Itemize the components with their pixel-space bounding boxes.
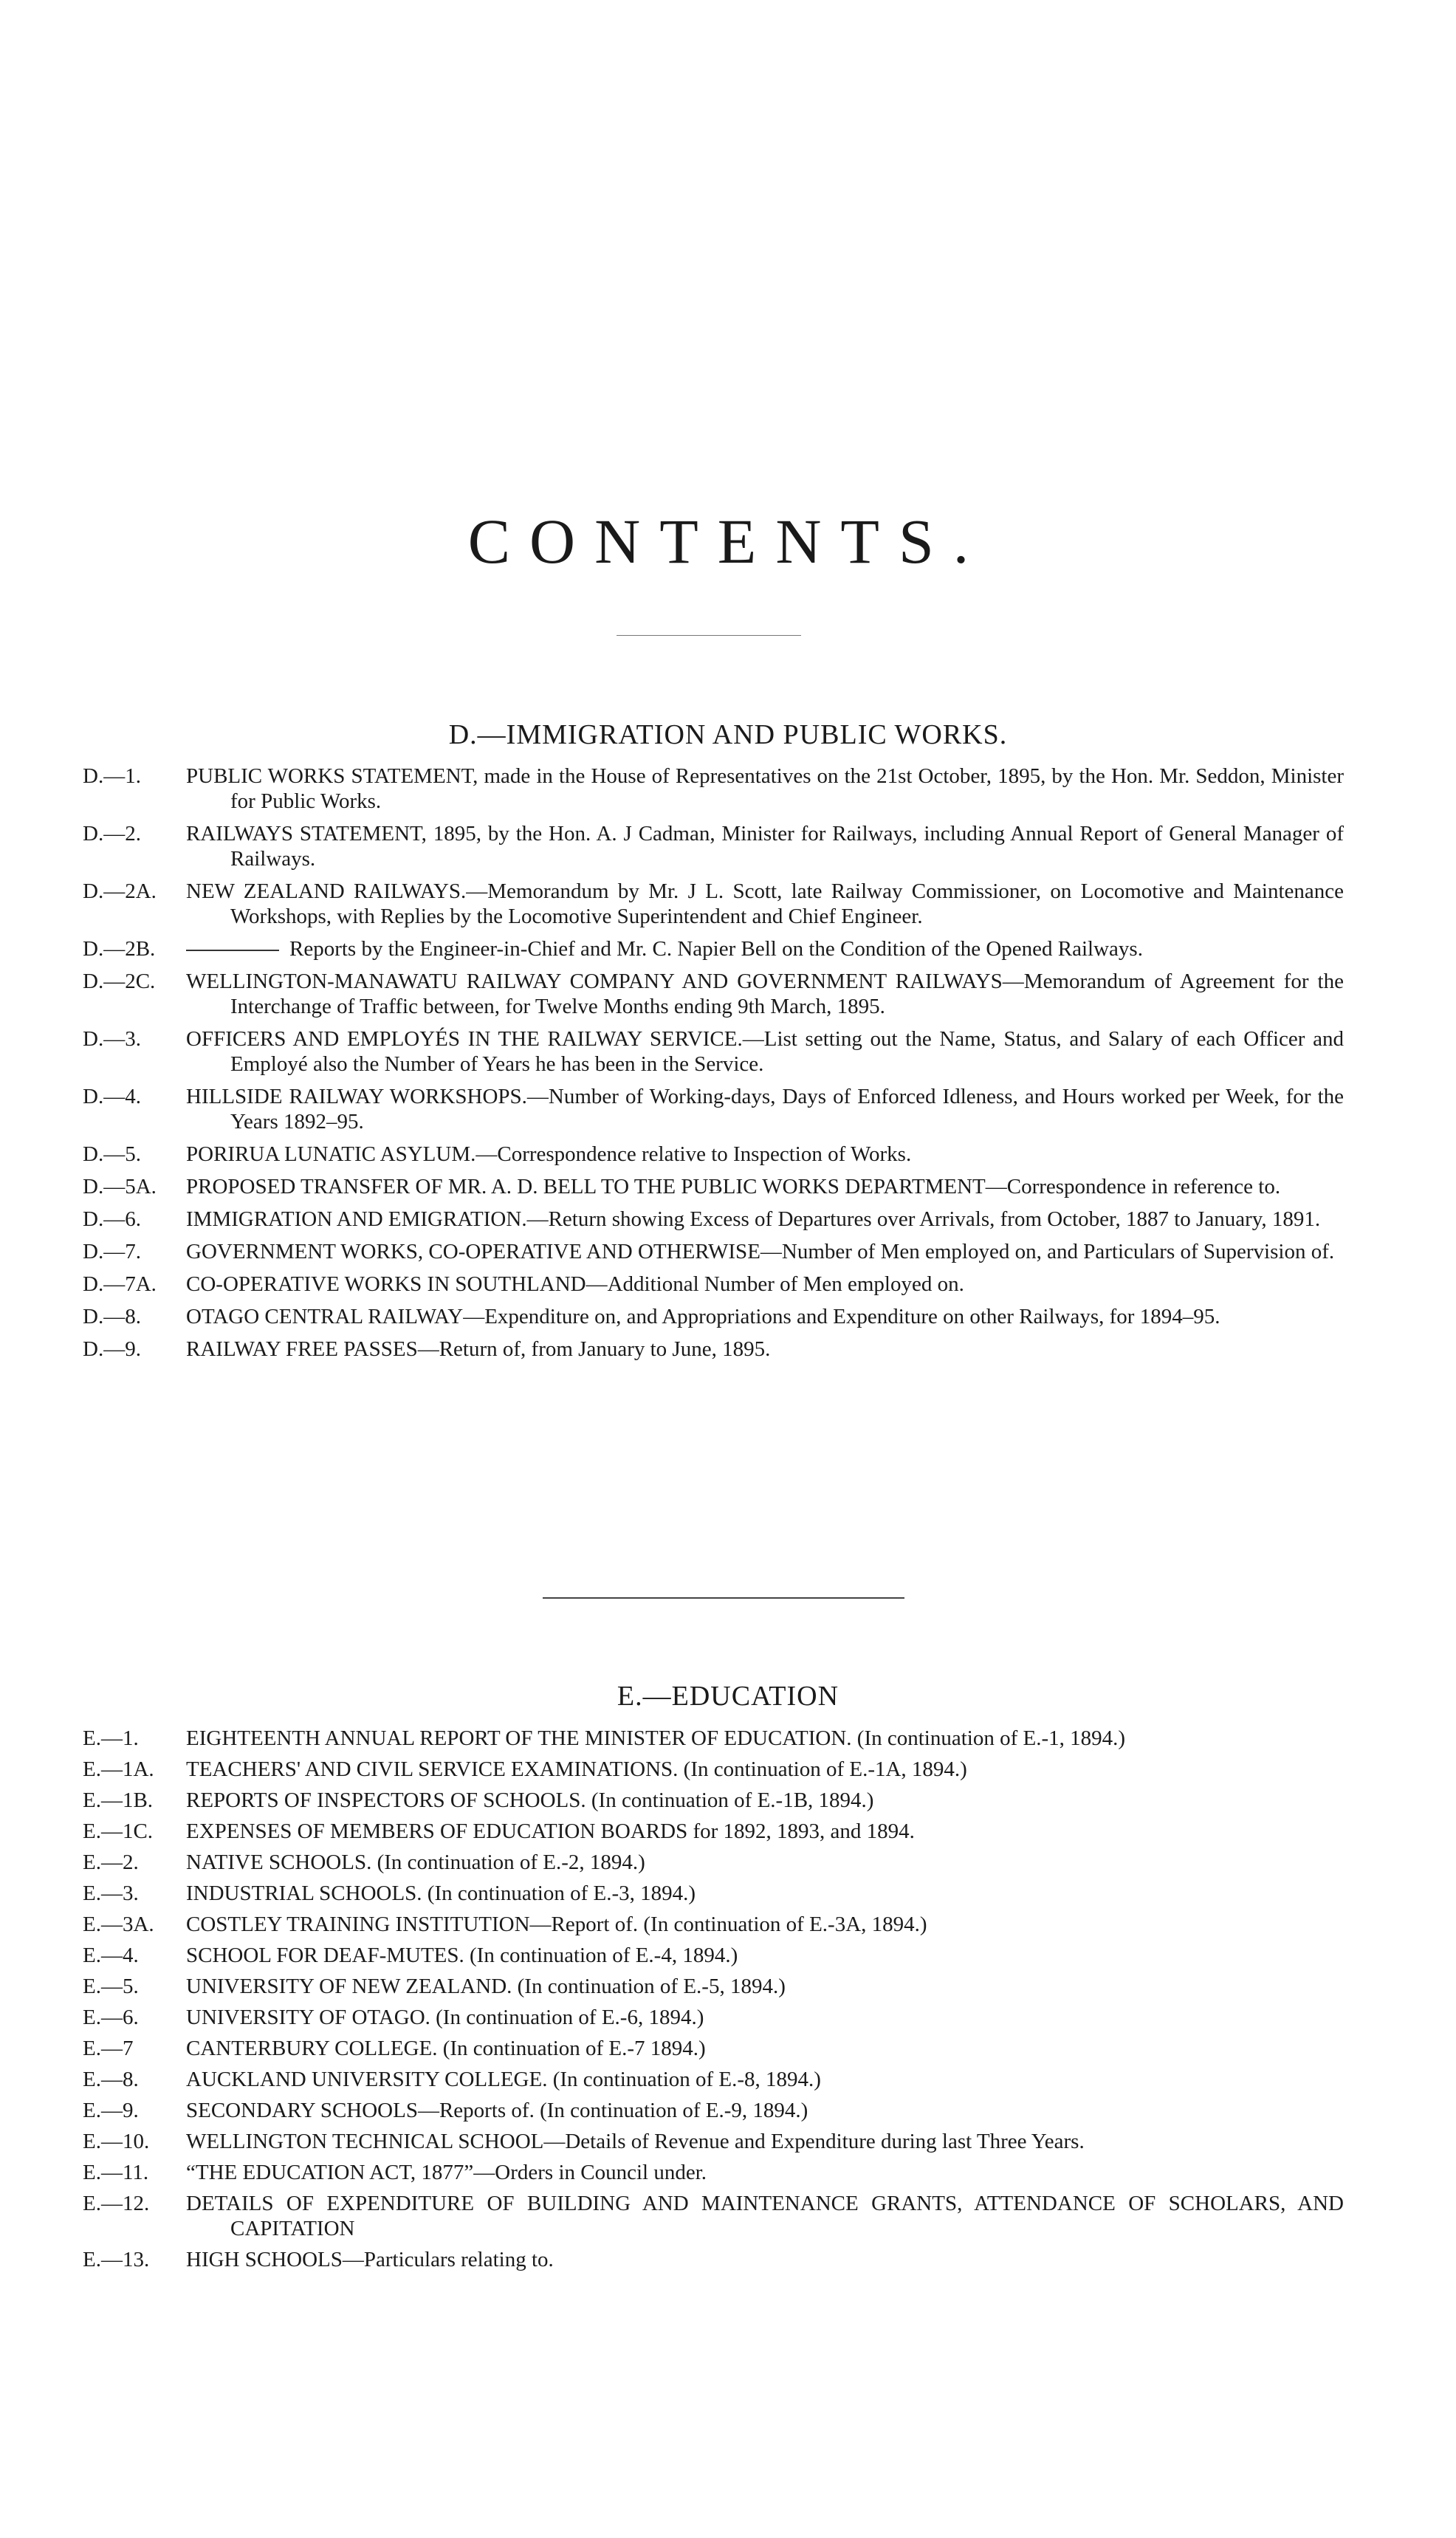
entry-ref: D.—7A. [83, 1272, 157, 1296]
contents-entry [83, 1239, 1344, 1264]
entry-text: COSTLEY TRAINING INSTITUTION—Report of. (In continuation of E.-3A, 1894.) [186, 1913, 927, 1936]
contents-list-education [83, 1726, 1344, 2278]
entry-ref: E.—13. [83, 2248, 150, 2271]
entry-ref: D.—9. [83, 1337, 141, 1361]
entry-ref: D.—6. [83, 1207, 141, 1231]
contents-entry [83, 1084, 1344, 1134]
contents-entry [83, 1726, 1344, 1751]
entry-ref: E.—3. [83, 1882, 139, 1905]
entry-ref: E.—3A. [83, 1913, 154, 1936]
entry-ref: E.—8. [83, 2068, 139, 2091]
entry-ref: E.—9. [83, 2099, 139, 2122]
entry-text: CO-OPERATIVE WORKS IN SOUTHLAND—Additional Number of Men employed on. [186, 1272, 964, 1296]
entry-text: CANTERBURY COLLEGE. (In continuation of E.-7 1894.) [186, 2037, 706, 2060]
entry-text: TEACHERS' AND CIVIL SERVICE EXAMINATIONS. (In continuation of E.-1A, 1894.) [186, 1757, 967, 1781]
entry-ref: D.—4. [83, 1085, 141, 1108]
entry-text: AUCKLAND UNIVERSITY COLLEGE. (In continuation of E.-8, 1894.) [186, 2068, 821, 2091]
entry-ref: D.—1. [83, 764, 141, 788]
entry-text: Reports by the Engineer-in-Chief and Mr. C. Napier Bell on the Condition of the Opened Railways. [289, 937, 1143, 961]
entry-text: WELLINGTON TECHNICAL SCHOOL—Details of Revenue and Expenditure during last Three Years. [186, 2130, 1085, 2153]
contents-entry [83, 936, 1344, 961]
contents-entry [83, 879, 1344, 929]
entry-text: “THE EDUCATION ACT, 1877”—Orders in Council under. [186, 2161, 707, 2184]
entry-text: NATIVE SCHOOLS. (In continuation of E.-2, 1894.) [186, 1851, 645, 1874]
contents-entry [83, 1272, 1344, 1297]
section-heading-immigration: D.—IMMIGRATION AND PUBLIC WORKS. [448, 719, 1008, 750]
entry-text: OTAGO CENTRAL RAILWAY—Expenditure on, and Appropriations and Expenditure on other Railways, for 1894–95. [186, 1305, 1220, 1328]
entry-text: WELLINGTON-MANAWATU RAILWAY COMPANY AND GOVERNMENT RAILWAYS—Memorandum of Agreement for the Interchange of Traffic between, for Twelve Months ending 9th March, 1895. [186, 970, 1344, 1018]
contents-entry [83, 1174, 1344, 1199]
contents-entry [83, 1974, 1344, 1999]
contents-entry [83, 1912, 1344, 1937]
entry-text: PROPOSED TRANSFER OF MR. A. D. BELL TO THE PUBLIC WORKS DEPARTMENT—Correspondence in reference to. [186, 1175, 1281, 1198]
entry-ref: E.—1B. [83, 1788, 154, 1812]
entry-ref: E.—12. [83, 2192, 150, 2215]
ditto-dash [186, 950, 279, 951]
contents-entry [83, 1026, 1344, 1077]
entry-ref: D.—5. [83, 1142, 141, 1166]
contents-entry [83, 1757, 1344, 1782]
entry-text: PORIRUA LUNATIC ASYLUM.—Correspondence relative to Inspection of Works. [186, 1142, 912, 1166]
entry-text: RAILWAY FREE PASSES—Return of, from January to June, 1895. [186, 1337, 771, 1361]
entry-ref: E.—7 [83, 2037, 134, 2060]
entry-text: RAILWAYS STATEMENT, 1895, by the Hon. A. J Cadman, Minister for Railways, including Annual Report of General Manager of Railways. [186, 822, 1344, 871]
contents-entry [83, 2036, 1344, 2061]
contents-entry [83, 2098, 1344, 2123]
entry-text: GOVERNMENT WORKS, CO-OPERATIVE AND OTHERWISE—Number of Men employed on, and Particulars of Supervision of. [186, 1240, 1335, 1263]
section-divider [543, 1597, 904, 1599]
entry-text: UNIVERSITY OF OTAGO. (In continuation of E.-6, 1894.) [186, 2006, 704, 2029]
entry-text: OFFICERS AND EMPLOYÉS IN THE RAILWAY SERVICE.—List setting out the Name, Status, and Salary of each Officer and Employé also the Number of Years he has been in the Service. [186, 1027, 1344, 1076]
entry-ref: E.—10. [83, 2130, 150, 2153]
entry-ref: D.—5A. [83, 1175, 157, 1198]
entry-text: PUBLIC WORKS STATEMENT, made in the House of Representatives on the 21st October, 1895, by the Hon. Mr. Seddon, Minister for Public Works. [186, 764, 1344, 813]
entry-text: SCHOOL FOR DEAF-MUTES. (In continuation of E.-4, 1894.) [186, 1944, 738, 1967]
entry-ref: E.—4. [83, 1944, 139, 1967]
entry-ref: D.—3. [83, 1027, 141, 1051]
entry-text: IMMIGRATION AND EMIGRATION.—Return showing Excess of Departures over Arrivals, from October, 1887 to January, 1891. [186, 1207, 1321, 1231]
entry-ref: E.—5. [83, 1975, 139, 1998]
title-divider [617, 635, 801, 636]
entry-text: EIGHTEENTH ANNUAL REPORT OF THE MINISTER OF EDUCATION. (In continuation of E.-1, 1894.) [186, 1726, 1126, 1750]
entry-ref: D.—7. [83, 1240, 141, 1263]
entry-ref: D.—2. [83, 822, 141, 846]
entry-text: NEW ZEALAND RAILWAYS.—Memorandum by Mr. J L. Scott, late Railway Commissioner, on Locomotive and Maintenance Workshops, with Replies by the Locomotive Superintendent and Chief Engineer. [186, 879, 1344, 928]
entry-ref: D.—2C. [83, 970, 156, 993]
contents-entry [83, 2005, 1344, 2030]
entry-text: HIGH SCHOOLS—Particulars relating to. [186, 2248, 554, 2271]
entry-text: REPORTS OF INSPECTORS OF SCHOOLS. (In continuation of E.-1B, 1894.) [186, 1788, 874, 1812]
contents-entry [83, 1304, 1344, 1329]
contents-entry [83, 2129, 1344, 2154]
contents-entry [83, 764, 1344, 814]
entry-ref: E.—1C. [83, 1820, 154, 1843]
entry-ref: E.—6. [83, 2006, 139, 2029]
contents-entry [83, 2247, 1344, 2272]
contents-entry [83, 2160, 1344, 2185]
contents-entry [83, 1337, 1344, 1362]
contents-entry [83, 1207, 1344, 1232]
contents-entry [83, 821, 1344, 871]
contents-entry [83, 1788, 1344, 1813]
entry-ref: E.—2. [83, 1851, 139, 1874]
contents-entry [83, 1142, 1344, 1167]
entry-ref: E.—11. [83, 2161, 149, 2184]
page-title: CONTENTS. [467, 506, 989, 577]
entry-text: SECONDARY SCHOOLS—Reports of. (In continuation of E.-9, 1894.) [186, 2099, 808, 2122]
contents-entry [83, 1881, 1344, 1906]
contents-entry [83, 2067, 1344, 2092]
entry-ref: D.—2A. [83, 879, 157, 903]
entry-text-with-ditto-dash [186, 936, 1344, 961]
contents-entry [83, 2191, 1344, 2241]
entry-text: EXPENSES OF MEMBERS OF EDUCATION BOARDS for 1892, 1893, and 1894. [186, 1820, 915, 1843]
contents-list-immigration [83, 764, 1344, 1369]
entry-ref: D.—2B. [83, 937, 156, 961]
entry-text: UNIVERSITY OF NEW ZEALAND. (In continuation of E.-5, 1894.) [186, 1975, 786, 1998]
contents-entry [83, 969, 1344, 1019]
entry-text: HILLSIDE RAILWAY WORKSHOPS.—Number of Working-days, Days of Enforced Idleness, and Hours worked per Week, for the Years 1892–95. [186, 1085, 1344, 1133]
entry-ref: D.—8. [83, 1305, 141, 1328]
section-heading-education: E.—EDUCATION [617, 1681, 839, 1712]
entry-text: DETAILS OF EXPENDITURE OF BUILDING AND MAINTENANCE GRANTS, ATTENDANCE OF SCHOLARS, AND CAPITATION [186, 2192, 1344, 2240]
contents-entry [83, 1819, 1344, 1844]
contents-entry [83, 1850, 1344, 1875]
entry-text: INDUSTRIAL SCHOOLS. (In continuation of E.-3, 1894.) [186, 1882, 696, 1905]
entry-ref: E.—1. [83, 1726, 139, 1750]
contents-entry [83, 1943, 1344, 1968]
entry-ref: E.—1A. [83, 1757, 154, 1781]
